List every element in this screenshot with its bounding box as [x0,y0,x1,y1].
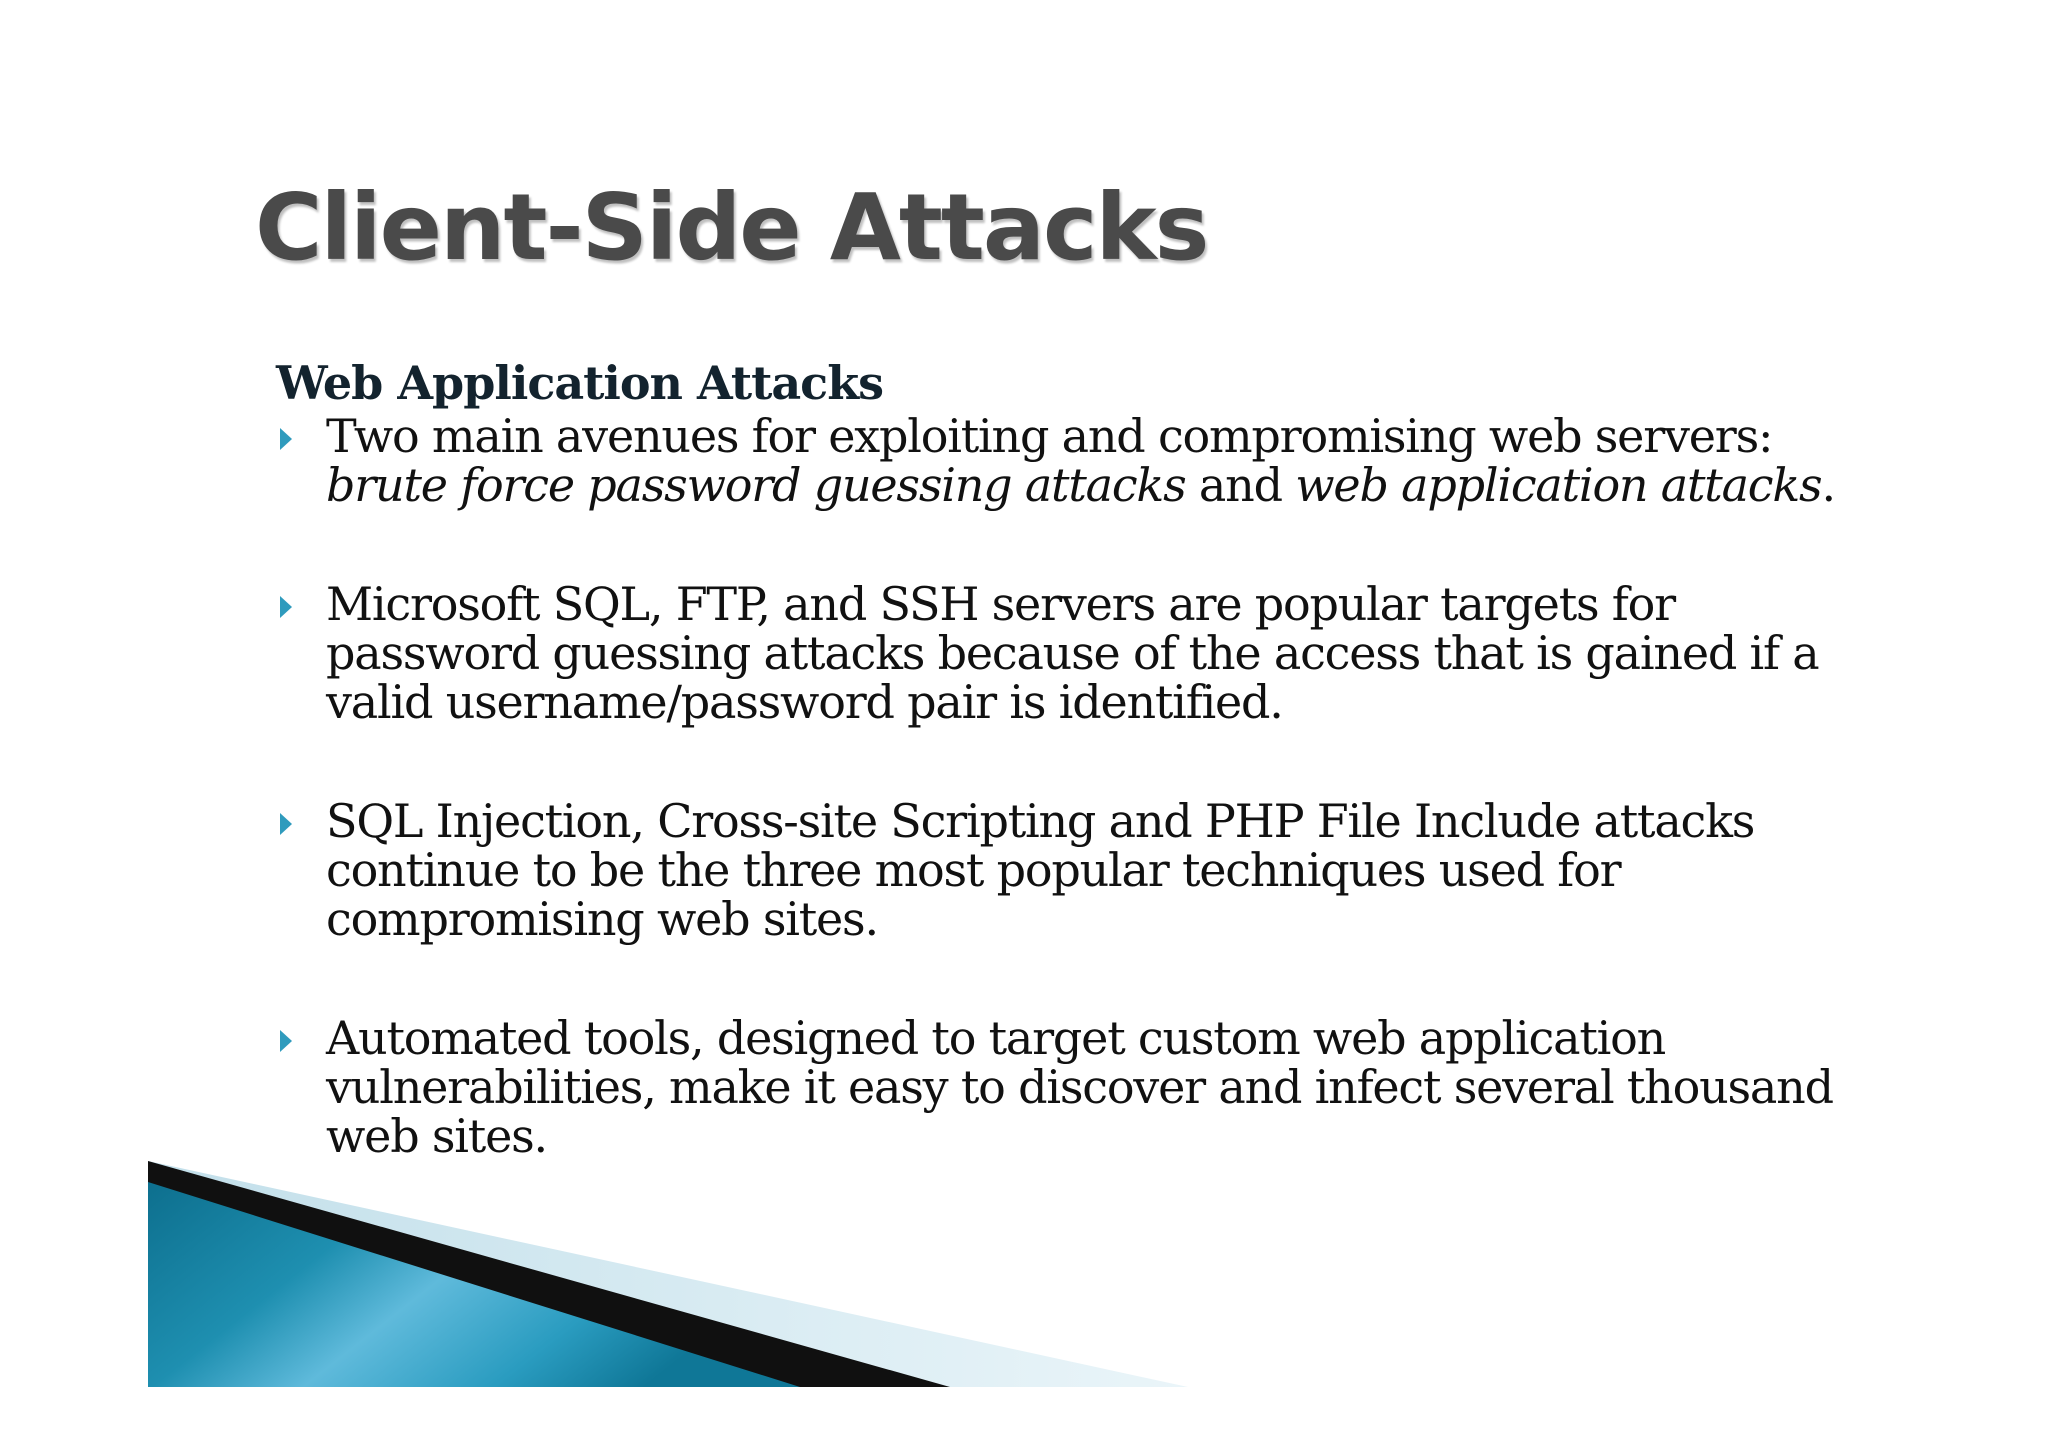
section-subheading: Web Application Attacks [276,356,883,410]
bullet-item [276,794,1836,946]
bullet-triangle-icon [280,596,292,618]
bullet-item [276,1011,1836,1163]
bullet-triangle-icon [280,428,292,450]
bullet-line: password guessing attacks because of the access that is gained if a [326,626,1819,680]
bullet-line: valid username/password pair is identified. [326,675,1283,729]
plain-text: and [1185,458,1296,512]
slide-title: Client-Side Attacks [255,174,1208,281]
plain-text: . [1821,458,1835,512]
bullet-list [276,409,1836,1163]
decorative-swoosh [0,1160,2048,1448]
bullet-line: web sites. [326,1109,547,1163]
bullet-line: SQL Injection, Cross-site Scripting and PHP File Include attacks [326,794,1755,848]
bullet-line: continue to be the three most popular techniques used for [326,843,1621,897]
bullet-line: Automated tools, designed to target custom web application [326,1011,1666,1065]
bullet-item [276,577,1836,729]
bullet-line: Microsoft SQL, FTP, and SSH servers are popular targets for [326,577,1675,631]
emphasis-text: brute force password guessing attacks [326,458,1186,512]
bullet-triangle-icon [280,1030,292,1052]
bullet-triangle-icon [280,813,292,835]
bullet-line: compromising web sites. [326,892,878,946]
bullet-line: Two main avenues for exploiting and compromising web servers: [326,409,1773,463]
bullet-line [326,458,1836,512]
bullet-line: vulnerabilities, make it easy to discover and infect several thousand [326,1060,1833,1114]
bullet-item [276,409,1836,512]
emphasis-text: web application attacks [1295,458,1822,512]
